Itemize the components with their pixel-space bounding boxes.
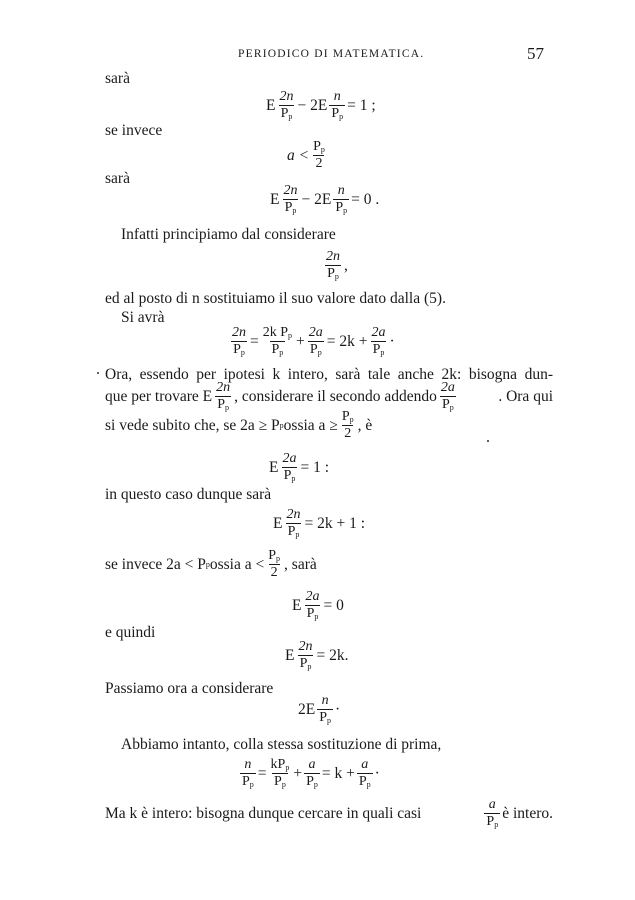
numerator: 2a [440, 380, 455, 395]
fraction [317, 694, 333, 725]
denominator-P: P [309, 342, 318, 357]
fraction [296, 640, 314, 671]
denominator-P: P [441, 397, 450, 412]
numerator: 2a [282, 451, 297, 466]
denominator [270, 341, 286, 357]
subscript: p [205, 560, 210, 569]
numerator: 2a [371, 325, 386, 340]
subscript: p [240, 348, 245, 357]
denominator [286, 523, 302, 539]
denominator-P: P [283, 468, 292, 483]
denominator [308, 341, 324, 357]
numerator-P: P [341, 409, 350, 424]
text-line-with-math [105, 410, 372, 441]
math-symbol: − 2E [301, 190, 332, 208]
fraction [277, 90, 295, 121]
denominator [484, 813, 500, 829]
math-symbol: = k + [321, 764, 355, 782]
fraction [261, 326, 294, 357]
fraction [340, 410, 356, 441]
numerator: 2n [286, 507, 301, 522]
numerator [269, 758, 292, 773]
subscript: p [380, 348, 385, 357]
fraction [333, 184, 349, 215]
subscript: p [343, 206, 348, 215]
text-line: Si avrà [121, 309, 165, 326]
text-fragment: Ma k è intero: bisogna dunque cercare in quali casi [105, 804, 422, 822]
fraction [307, 326, 325, 357]
subscript: p [307, 662, 312, 671]
text-fragment: , considerare il secondo addendo [234, 387, 437, 405]
denominator [305, 605, 321, 621]
subscript: p [339, 112, 344, 121]
text-line: Ora, essendo per ipotesi k intero, sarà tale anche 2k: bisogna dun- [105, 366, 553, 383]
numerator [261, 326, 294, 341]
math-symbol: = 0 [323, 596, 344, 614]
subscript: p [249, 780, 254, 789]
equation-6 [269, 452, 329, 483]
equation-1 [266, 90, 376, 121]
equation-3 [270, 184, 379, 215]
math-symbol: + [296, 332, 305, 350]
inline-group [482, 798, 553, 829]
text-fragment: que per trovare E [105, 387, 213, 405]
text-line: Infatti principiamo dal considerare [121, 226, 336, 243]
denominator-P: P [306, 774, 314, 789]
numerator-P: P [268, 548, 277, 563]
denominator-P: P [274, 774, 282, 789]
subscript: p [281, 780, 286, 789]
denominator-P: P [327, 266, 335, 281]
subscript: p [313, 780, 318, 789]
numerator [266, 549, 282, 564]
numerator: n [321, 693, 329, 708]
math-symbol: = [250, 332, 259, 350]
subscript: p [279, 348, 284, 357]
equation-9 [285, 640, 348, 671]
subscript: p [279, 421, 284, 430]
subscript: p [320, 145, 325, 154]
math-symbol: E [266, 96, 276, 114]
fraction [370, 326, 388, 357]
math-symbol: E [292, 596, 302, 614]
denominator [231, 341, 247, 357]
denominator [440, 396, 456, 412]
text-fragment: . Ora qui [498, 387, 553, 405]
subscript: p [317, 348, 322, 357]
denominator-P: P [271, 342, 280, 357]
text-line: in questo caso dunque sarà [105, 486, 272, 503]
denominator [283, 199, 299, 215]
text-fragment: , sarà [284, 555, 317, 573]
fraction [269, 758, 292, 789]
fraction [329, 90, 345, 121]
subscript: p [285, 763, 290, 772]
subscript: p [276, 554, 281, 563]
numerator: n [337, 183, 345, 198]
fraction [324, 250, 342, 281]
equation-7 [273, 508, 365, 539]
subscript: p [334, 272, 339, 281]
fraction [214, 381, 232, 412]
subscript: p [494, 820, 499, 829]
numerator [340, 410, 356, 425]
fraction [484, 798, 500, 829]
numerator: 2n [283, 183, 298, 198]
equation-2 [287, 140, 329, 171]
text-fragment: se invece 2a < P [105, 555, 206, 573]
denominator-P: P [299, 656, 308, 671]
page-number: 57 [527, 44, 544, 63]
subscript: p [366, 780, 371, 789]
denominator-P: P [319, 710, 328, 725]
math-symbol: · [335, 700, 341, 718]
denominator [298, 655, 314, 671]
math-symbol: = [257, 764, 267, 782]
fraction [439, 381, 457, 412]
fraction [304, 758, 320, 789]
numerator: a [488, 797, 496, 812]
math-symbol: = 0 . [351, 190, 380, 208]
print-speck [97, 372, 99, 374]
numerator: 2n [326, 249, 340, 264]
fraction [281, 184, 299, 215]
denominator-P: P [287, 524, 296, 539]
denominator [357, 773, 373, 789]
denominator-P: P [486, 814, 495, 829]
math-symbol: E [270, 190, 280, 208]
fraction [357, 758, 373, 789]
denominator [282, 467, 298, 483]
denominator-P: P [284, 200, 293, 215]
denominator [333, 199, 349, 215]
denominator [240, 773, 256, 789]
math-symbol: · [389, 332, 395, 350]
subscript: p [292, 206, 297, 215]
denominator: 2 [344, 426, 352, 441]
numerator: 2n [279, 89, 294, 104]
numerator: 2a [308, 325, 323, 340]
denominator-P: P [331, 106, 340, 121]
numerator: a [361, 757, 369, 772]
text-fragment: ossia a < [209, 555, 265, 573]
denominator [279, 105, 295, 121]
text-fragment: , è [357, 416, 373, 434]
text-line: se invece [105, 122, 163, 139]
denominator-P: P [280, 106, 289, 121]
equation-8 [292, 590, 344, 621]
math-symbol: = 2k + 1 : [304, 514, 366, 532]
numerator: 2a [305, 589, 320, 604]
numerator-text: 2k P [262, 325, 289, 340]
numerator: n [333, 89, 341, 104]
text-line: sarà [105, 170, 130, 187]
denominator [371, 341, 387, 357]
denominator-P: P [217, 397, 226, 412]
subscript: p [225, 403, 230, 412]
denominator-P: P [358, 774, 367, 789]
fraction [280, 452, 298, 483]
subscript: p [291, 474, 296, 483]
subscript: p [349, 415, 354, 424]
numerator: 2n [216, 380, 231, 395]
numerator: a [308, 757, 316, 772]
denominator [317, 709, 333, 725]
math-symbol: 2E [298, 700, 316, 718]
numerator: 2n [232, 325, 246, 340]
math-symbol: E [273, 514, 283, 532]
text-fragment: è intero. [502, 804, 553, 822]
subscript: p [327, 716, 332, 725]
inline-group [105, 381, 459, 412]
text-line: ed al posto di n sostituiamo il suo valore dato dalla (5). [105, 290, 446, 307]
denominator-P: P [233, 342, 241, 357]
denominator [272, 773, 288, 789]
equation-5 [228, 326, 395, 357]
math-symbol: = 1 : [300, 458, 330, 476]
text-line: Abbiamo intanto, colla stessa sostituzione di prima, [121, 736, 442, 753]
equation-4 [322, 250, 348, 281]
denominator-P: P [306, 606, 315, 621]
denominator-P: P [242, 774, 250, 789]
fraction [311, 140, 327, 171]
fraction [303, 590, 321, 621]
math-symbol: = 2k + [326, 332, 368, 350]
text-fragment: ossia a ≥ [283, 416, 338, 434]
math-symbol: = 2k. [316, 646, 349, 664]
denominator-P: P [372, 342, 381, 357]
math-symbol: + [293, 764, 303, 782]
math-symbol: E [285, 646, 295, 664]
subscript: p [288, 331, 293, 340]
numerator-P: P [313, 139, 321, 154]
numerator: n [244, 757, 252, 772]
numerator-text: kP [270, 757, 286, 772]
fraction [266, 549, 282, 580]
running-header: PERIODICO DI MATEMATICA. [238, 48, 425, 60]
subscript: p [295, 530, 300, 539]
text-line-with-math [105, 381, 553, 412]
text-line: Passiamo ora a considerare [105, 680, 274, 697]
text-line: e quindi [105, 624, 156, 641]
print-speck [487, 440, 489, 442]
denominator [304, 773, 320, 789]
subscript: p [314, 612, 319, 621]
denominator: 2 [270, 565, 278, 580]
math-symbol: − 2E [297, 96, 328, 114]
text-fragment: si vede subito che, se 2a ≥ P [105, 416, 280, 434]
equation-11 [238, 758, 380, 789]
fraction [230, 326, 248, 357]
math-symbol: = 1 ; [347, 96, 376, 114]
fraction [240, 758, 256, 789]
denominator [325, 265, 341, 281]
math-symbol: · [374, 764, 380, 782]
text-line-with-math [105, 549, 317, 580]
denominator: 2 [315, 156, 323, 171]
denominator-P: P [335, 200, 344, 215]
denominator [329, 105, 345, 121]
fraction [284, 508, 302, 539]
subscript: p [449, 403, 454, 412]
equation-10 [298, 694, 340, 725]
text-line-with-math [105, 798, 553, 829]
numerator [311, 140, 327, 155]
math-symbol: a < [287, 146, 310, 164]
math-symbol: E [269, 458, 279, 476]
text-line: sarà [105, 70, 130, 87]
subscript: p [288, 112, 293, 121]
math-symbol: , [344, 256, 348, 274]
numerator: 2n [298, 639, 313, 654]
